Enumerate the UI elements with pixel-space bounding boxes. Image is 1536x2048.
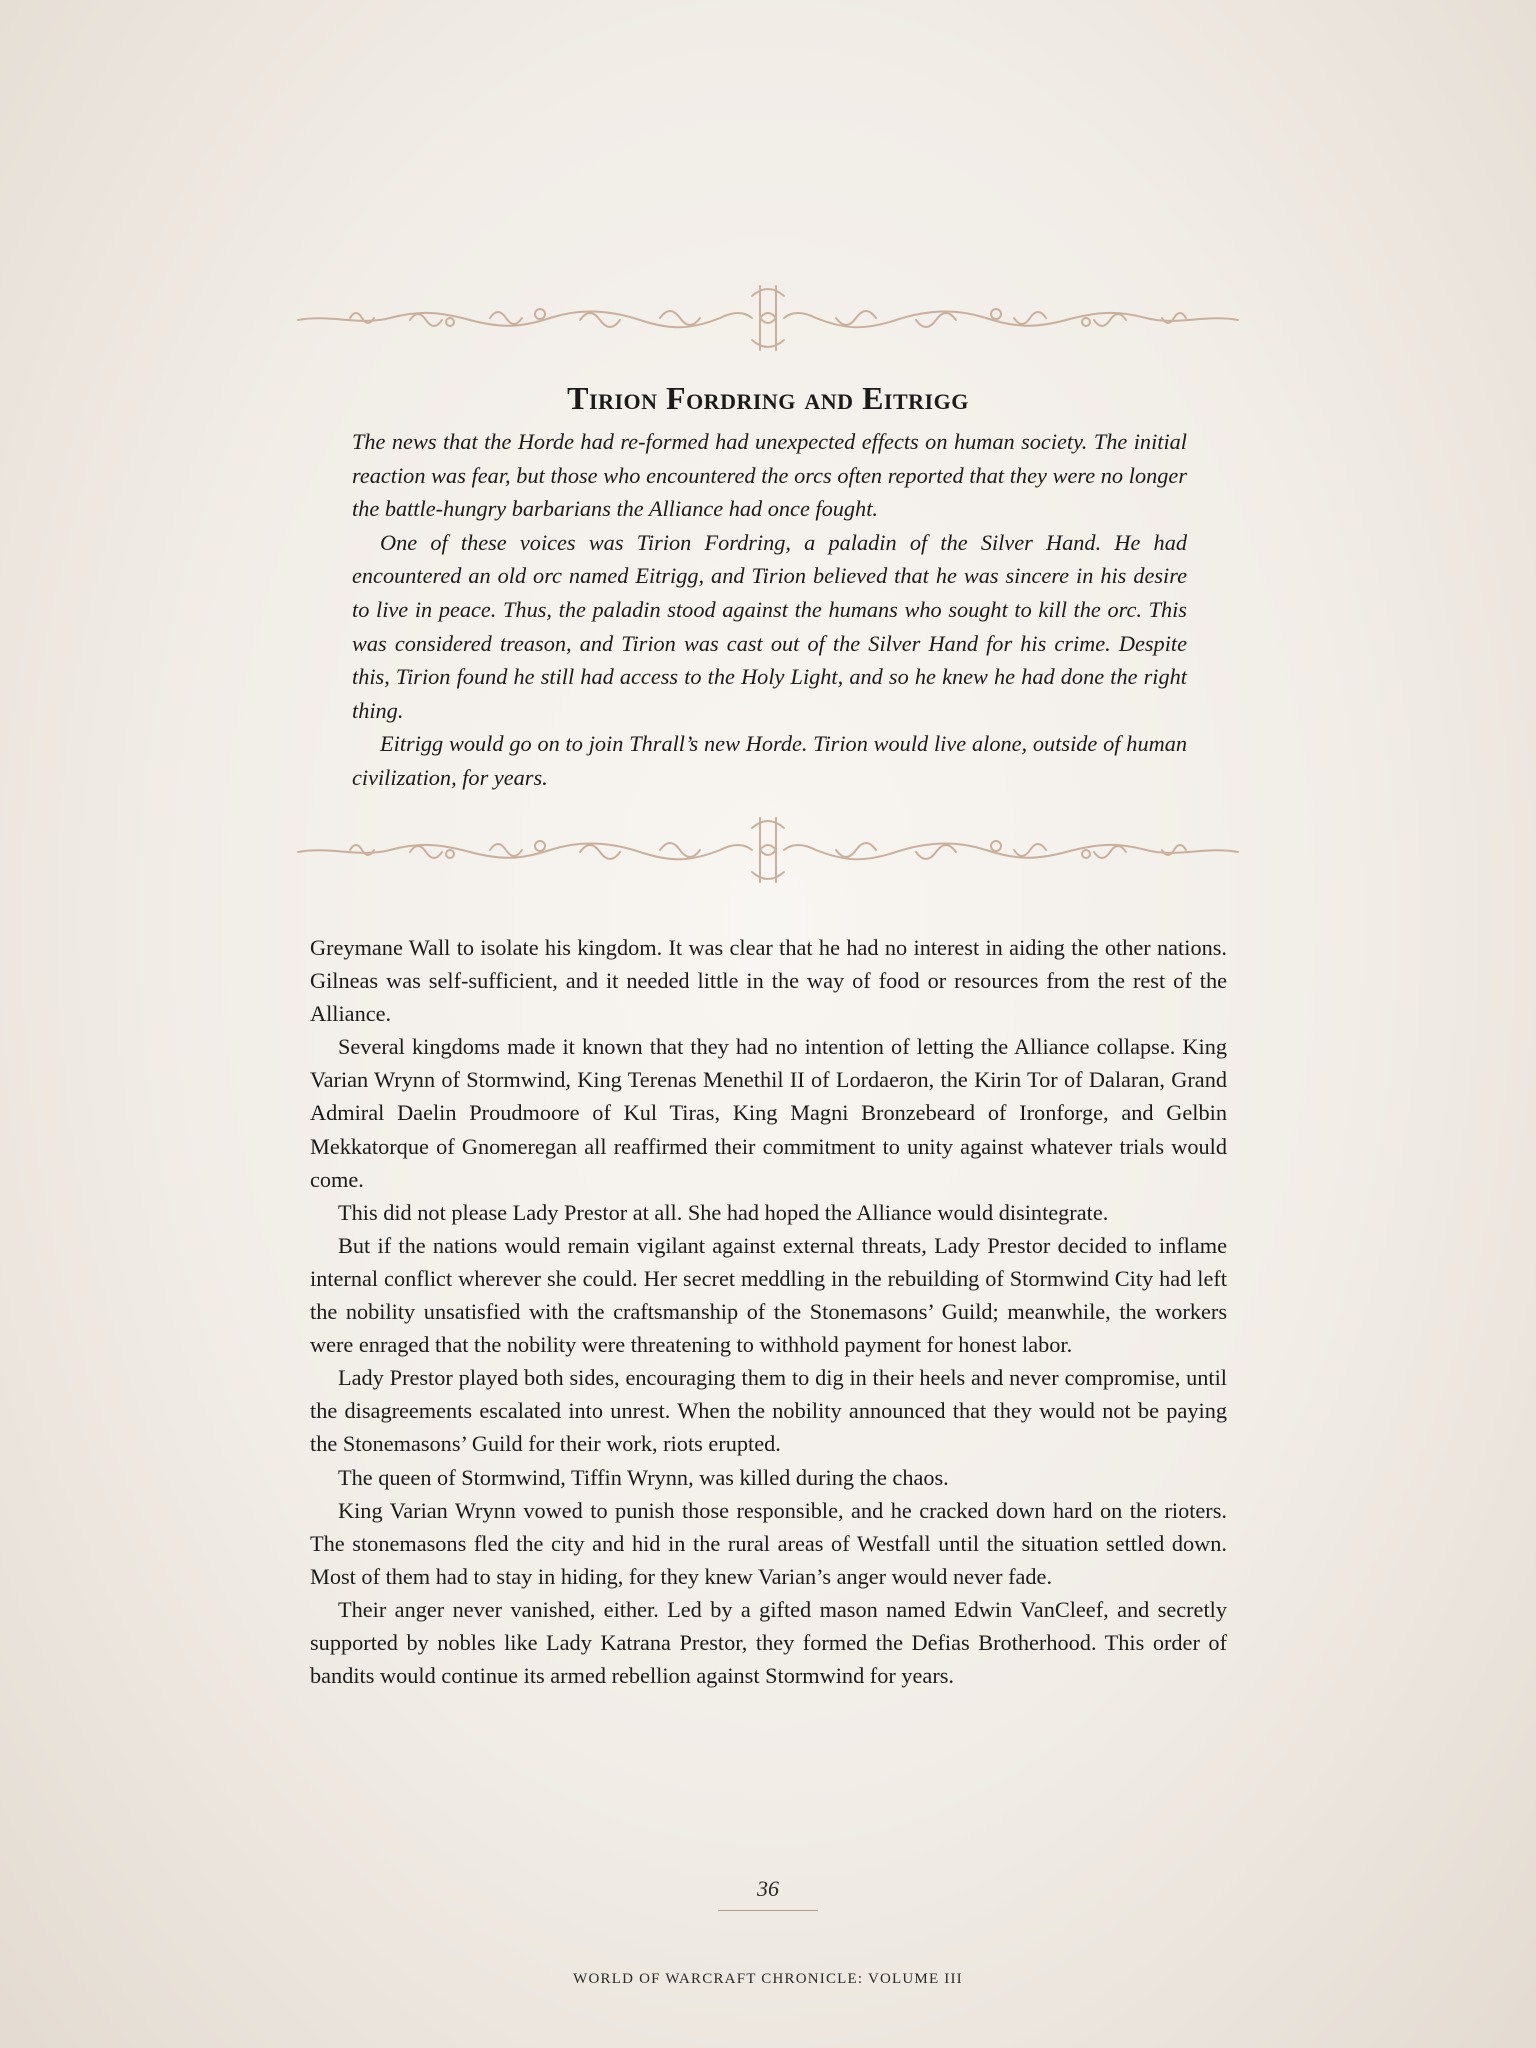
- sidebar-paragraph: The news that the Horde had re-formed had unexpected effects on human society. The initial reaction was fear, but those who encountered the orcs often reported that they were no longer the battle-hungry barbarians the Alliance had once fought.: [352, 429, 1187, 522]
- body-paragraph: Several kingdoms made it known that they had no intention of letting the Alliance collapse. King Varian Wrynn of Stormwind, King Terenas Menethil II of Lordaeron, the Kirin Tor of Dalaran, Grand Admiral Daelin Proudmoore of Kul Tiras, King Magni Bronzebeard of Ironforge, and Gelbin Mekkatorque of Gnomeregan all reaffirmed their commitment to unity against whatever trials would come.: [310, 1034, 1227, 1192]
- body-paragraph: Their anger never vanished, either. Led by a gifted mason named Edwin VanCleef, and secretly supported by nobles like Lady Katrana Prestor, they formed the Defias Brotherhood. This order of bandits would continue its armed rebellion against Stormwind for years.: [310, 1596, 1227, 1689]
- flourish-ornament-icon: [290, 810, 1246, 890]
- running-footer-title: WORLD OF WARCRAFT CHRONICLE: VOLUME III: [573, 1971, 963, 1987]
- body-paragraph: The queen of Stormwind, Tiffin Wrynn, was killed during the chaos.: [338, 1464, 949, 1490]
- top-flourish-divider: [290, 278, 1246, 358]
- body-paragraph: King Varian Wrynn vowed to punish those responsible, and he cracked down hard on the rioters. The stonemasons fled the city and hid in the rural areas of Westfall until the situation settled down. Most of them had to stay in hiding, for they knew Varian’s anger would never fade.: [310, 1497, 1227, 1589]
- body-paragraph: This did not please Lady Prestor at all. She had hoped the Alliance would disintegrate.: [338, 1199, 1109, 1225]
- sidebar-paragraph: One of these voices was Tirion Fordring, a paladin of the Silver Hand. He had encountered an old orc named Eitrigg, and Tirion believed that he was sincere in his desire to live in peace. Thus, the paladin stood against the humans who sought to kill the orc. This was considered treason, and Tirion was cast out of the Silver Hand for his crime. Despite this, Tirion found he still had access to the Holy Light, and so he knew he had done the right thing.: [352, 529, 1187, 723]
- body-paragraph: Greymane Wall to isolate his kingdom. It was clear that he had no interest in aiding the other nations. Gilneas was self-sufficient, and it needed little in the way of food or resources from the rest of the Alliance.: [310, 935, 1227, 1027]
- footer-divider: [718, 1910, 818, 1911]
- flourish-ornament-icon: [290, 278, 1246, 358]
- body-paragraph: But if the nations would remain vigilant against external threats, Lady Prestor decided to inflame internal conflict wherever she could. Her secret meddling in the rebuilding of Stormwind City had left the nobility unsatisfied with the craftsmanship of the Stonemasons’ Guild; meanwhile, the workers were enraged that the nobility were threatening to withhold payment for honest labor.: [310, 1232, 1227, 1358]
- main-text: [310, 931, 1227, 1692]
- sidebar-text: [352, 425, 1187, 795]
- page-number: 36: [757, 1876, 779, 1901]
- sidebar-paragraph: Eitrigg would go on to join Thrall’s new Horde. Tirion would live alone, outside of human civilization, for years.: [352, 731, 1187, 790]
- bottom-flourish-divider: [290, 810, 1246, 890]
- sidebar-title: Tirion Fordring and Eitrigg: [567, 380, 969, 416]
- body-paragraph: Lady Prestor played both sides, encouraging them to dig in their heels and never compromise, until the disagreements escalated into unrest. When the nobility announced that they would not be paying the Stonemasons’ Guild for their work, riots erupted.: [310, 1365, 1227, 1457]
